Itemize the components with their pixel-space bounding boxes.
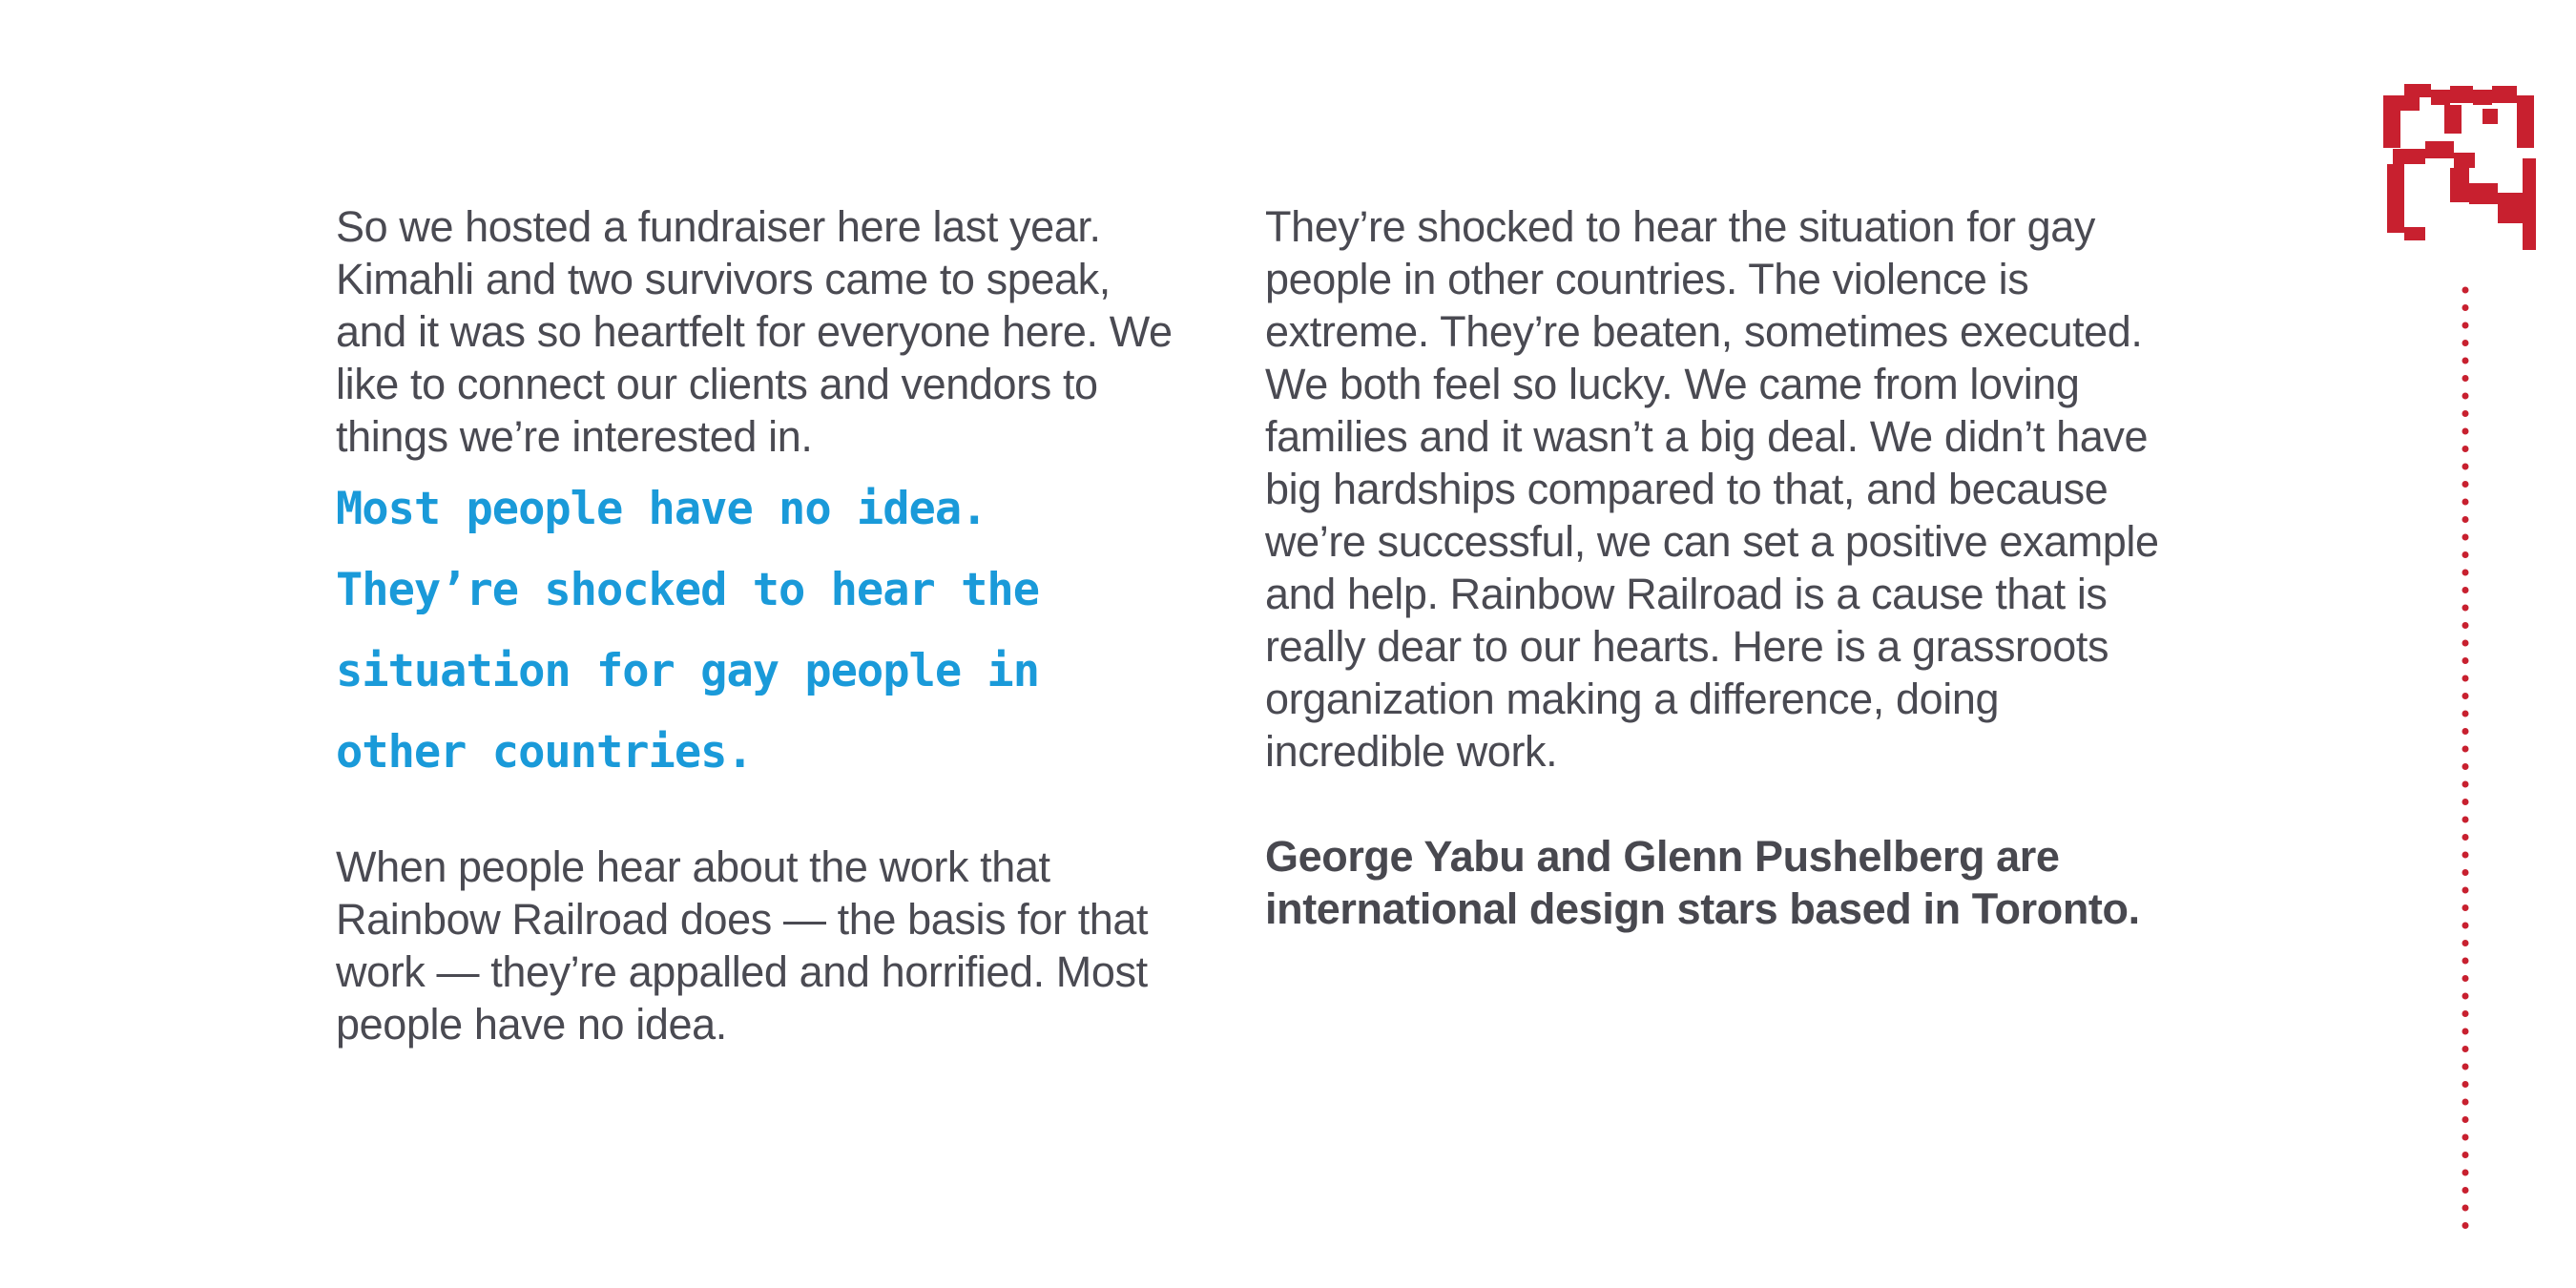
pull-quote: Most people have no idea. They’re shocked to hear the situation for gay people in other countries. xyxy=(336,483,1040,779)
dotted-divider xyxy=(2461,286,2470,1236)
author-bio: George Yabu and Glenn Pushelberg are international design stars based in Toronto. xyxy=(1265,832,2140,933)
left-column xyxy=(336,200,1175,1050)
right-column xyxy=(1265,200,2171,935)
right-paragraph: They’re shocked to hear the situation for gay people in other countries. The violence is extreme. They’re beaten, sometimes executed. We both feel so lucky. We came from loving families and it wasn’t a big deal. We didn’t have big hardships compared to that, and because we’re successful, we can set a positive example and help. Rainbow Railroad is a cause that is really dear to our hearts. Here is a grassroots organization making a difference, doing incredible work. xyxy=(1265,202,2159,776)
pixel-glyph-logo-icon xyxy=(2383,84,2541,256)
intro-paragraph: So we hosted a fundraiser here last year. Kimahli and two survivors came to speak, and it was so heartfelt for everyone here. We like to connect our clients and vendors to things we’re interested in. xyxy=(336,202,1173,461)
closing-paragraph: When people hear about the work that Rainbow Railroad does — the basis for that work — they’re appalled and horrified. Most people have no idea. xyxy=(336,842,1149,1049)
